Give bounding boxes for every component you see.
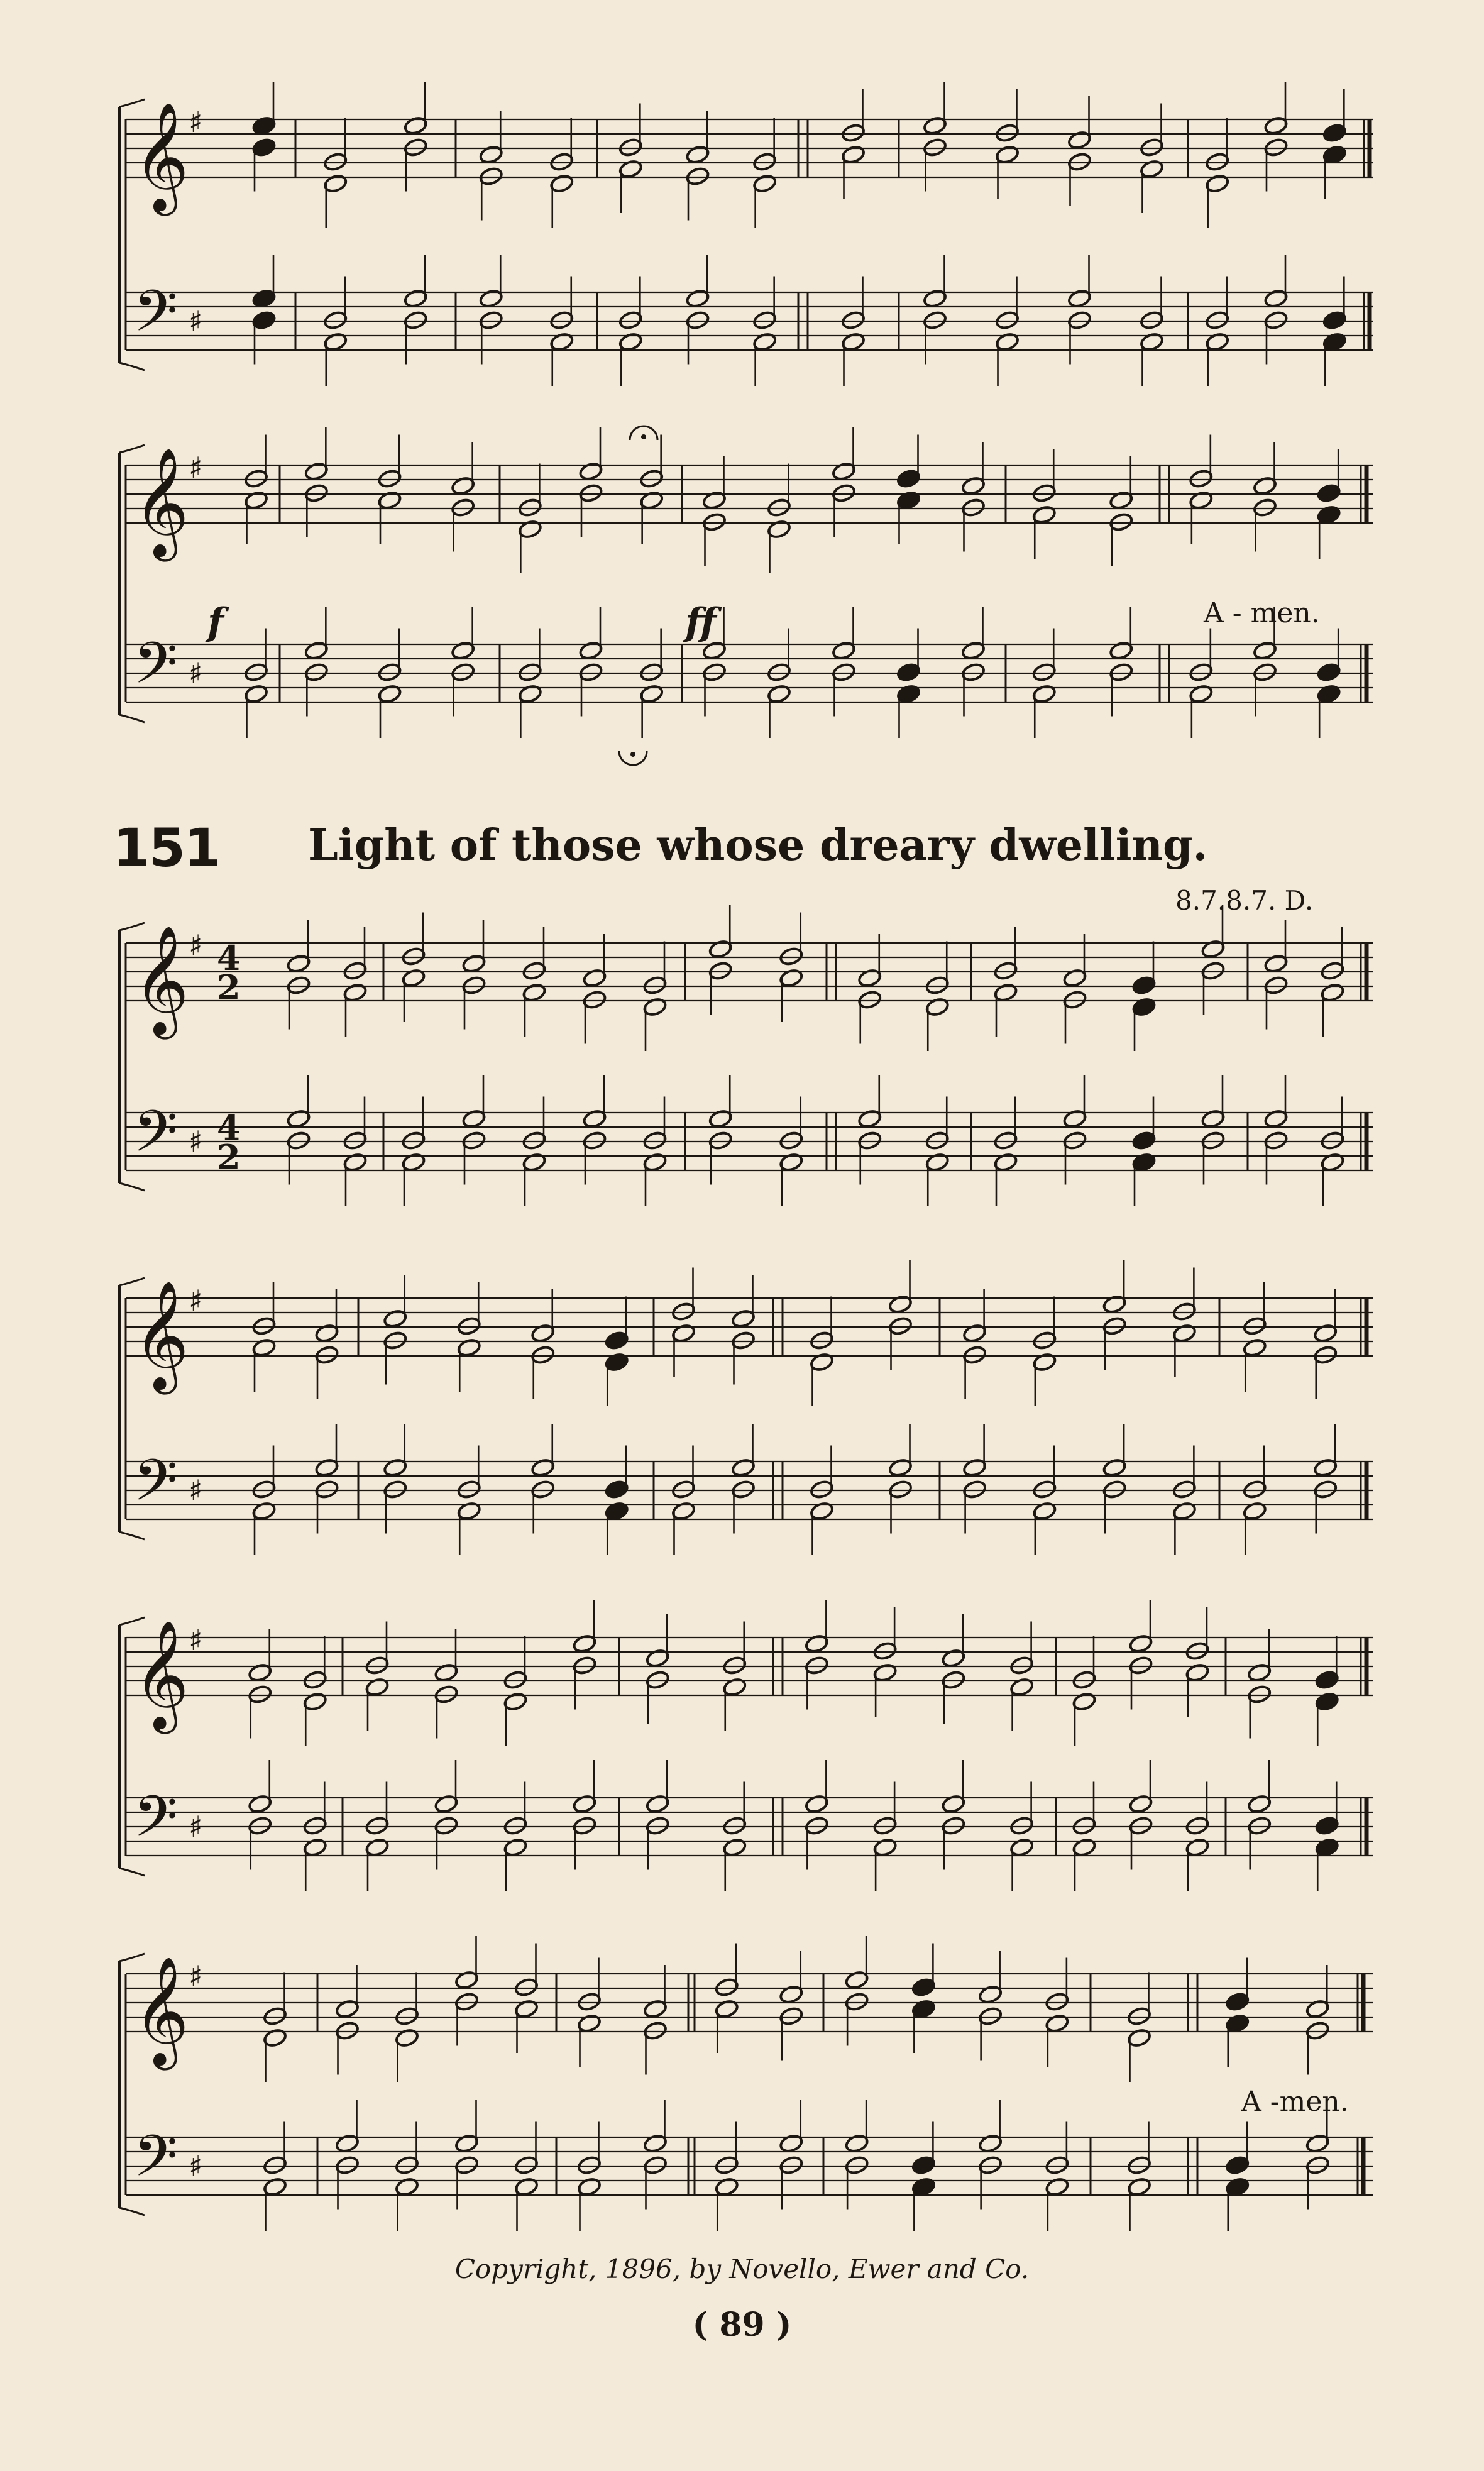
system-4-bass-key-sharp: ♯ bbox=[189, 1473, 203, 1507]
system-1-bass-key-sharp: ♯ bbox=[189, 304, 203, 338]
system-3-treble-clef: 𝄞 bbox=[133, 925, 189, 1035]
system-5-treble-clef: 𝄞 bbox=[133, 1620, 189, 1729]
system-6-bracket-bottom bbox=[119, 2208, 145, 2215]
system-6-bass-clef: 𝄢 bbox=[133, 2123, 178, 2203]
system-2-bass-key-sharp: ♯ bbox=[189, 656, 203, 690]
system-2-treble-clef: 𝄞 bbox=[133, 448, 189, 557]
system-6-bass-key-sharp: ♯ bbox=[189, 2149, 203, 2183]
system-1-treble-key-sharp: ♯ bbox=[189, 105, 203, 139]
system-3-bracket-bottom bbox=[119, 1183, 145, 1191]
system-5-bass-key-sharp: ♯ bbox=[189, 1810, 203, 1844]
hymn-title: Light of those whose dreary dwelling. bbox=[308, 820, 1208, 871]
system-1-treble-clef: 𝄞 bbox=[133, 102, 189, 211]
system-2-bass-clef: 𝄢 bbox=[133, 630, 178, 710]
system-2-treble-key-sharp: ♯ bbox=[189, 451, 203, 485]
system-3-bass-clef: 𝄢 bbox=[133, 1098, 178, 1179]
amen-label-previous: A - men. bbox=[1204, 597, 1320, 629]
system-5-bracket-bottom bbox=[119, 1868, 145, 1876]
system-3-treble-key-sharp: ♯ bbox=[189, 928, 203, 962]
system-4-treble-key-sharp: ♯ bbox=[189, 1284, 203, 1318]
system-5-bass-clef: 𝄢 bbox=[133, 1783, 178, 1864]
system-4-bass-clef: 𝄢 bbox=[133, 1447, 178, 1527]
system-5-treble-key-sharp: ♯ bbox=[189, 1623, 203, 1657]
system-3-bass-time-top: 4 bbox=[217, 1108, 241, 1148]
system-1-bracket-bottom bbox=[119, 363, 145, 370]
system-2-bracket-bottom bbox=[119, 715, 145, 722]
system-3-bass-key-sharp: ♯ bbox=[189, 1125, 203, 1158]
hymn-number: 151 bbox=[113, 817, 220, 879]
copyright-line: Copyright, 1896, by Novello, Ewer and Co. bbox=[454, 2254, 1030, 2284]
dynamic-fortissimo: ff bbox=[685, 600, 717, 644]
system-3-bass-time-bottom: 2 bbox=[217, 1137, 241, 1177]
dynamic-forte: f bbox=[207, 600, 224, 644]
system-3-treble-time-top: 4 bbox=[217, 938, 241, 978]
system-3-treble-time-bottom: 2 bbox=[217, 967, 241, 1008]
fermata-dot-below bbox=[630, 752, 635, 757]
system-1-bass-clef: 𝄢 bbox=[133, 278, 178, 358]
fermata-dot bbox=[641, 434, 646, 439]
system-4-bracket-bottom bbox=[119, 1532, 145, 1539]
system-6-treble-clef: 𝄞 bbox=[133, 1956, 189, 2066]
amen-label-closing: A -men. bbox=[1241, 2086, 1349, 2118]
system-6-treble-key-sharp: ♯ bbox=[189, 1959, 203, 1993]
hymn-meter: 8.7.8.7. D. bbox=[1175, 885, 1314, 916]
system-4-treble-clef: 𝄞 bbox=[133, 1280, 189, 1390]
page-number: ( 89 ) bbox=[692, 2306, 792, 2344]
